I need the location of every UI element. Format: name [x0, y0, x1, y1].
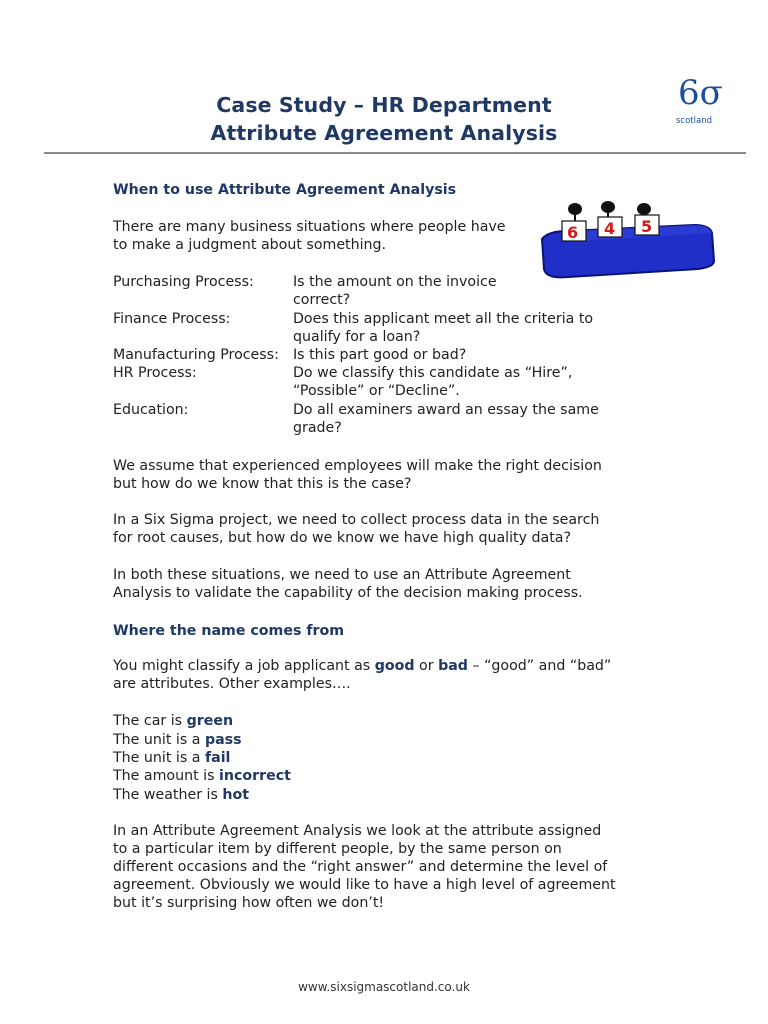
attribute-prefix: The unit is a — [113, 750, 205, 766]
attribute-value: green — [186, 713, 234, 729]
example-label: Purchasing Process: — [113, 274, 254, 290]
attribute-prefix: The car is — [113, 713, 187, 729]
six-sigma-scotland-logo — [660, 68, 724, 132]
score-card-text: 5 — [641, 217, 653, 236]
logo-symbol: 6σ — [678, 73, 723, 113]
closing-paragraph-line: but it’s surprising how often we don’t! — [113, 895, 385, 911]
example-value: “Possible” or “Decline”. — [293, 383, 460, 399]
text-run: You might classify a job applicant as — [113, 658, 375, 674]
logo-text: scotland — [676, 116, 712, 126]
paragraph-line — [113, 657, 611, 675]
attribute-example — [113, 749, 230, 767]
paragraph-line: Analysis to validate the capability of the decision making process. — [113, 585, 583, 601]
attribute-example — [113, 786, 249, 804]
section-heading-name-origin: Where the name comes from — [113, 623, 345, 639]
paragraph-line: We assume that experienced employees will make the right decision — [113, 458, 602, 474]
score-card-text: 6 — [567, 223, 579, 242]
page-title-line-2: Attribute Agreement Analysis — [210, 121, 558, 145]
attribute-prefix: The amount is — [113, 768, 219, 784]
intro-line-2: to make a judgment about something. — [113, 237, 387, 253]
intro-line-1: There are many business situations where people have — [113, 219, 506, 235]
paragraph-line: for root causes, but how do we know we have high quality data? — [113, 530, 572, 546]
attribute-value: pass — [204, 732, 242, 748]
page-title-line-1: Case Study – HR Department — [216, 93, 552, 117]
attribute-prefix: The weather is — [113, 787, 223, 803]
closing-paragraph-line: to a particular item by different people, by the same person on — [113, 841, 562, 857]
example-value: correct? — [293, 292, 351, 308]
paragraph-line: In both these situations, we need to use an Attribute Agreement — [113, 567, 571, 583]
attribute-bad: bad — [438, 658, 468, 674]
header-divider — [44, 152, 746, 154]
example-label: Education: — [113, 402, 189, 418]
example-value: qualify for a loan? — [293, 329, 421, 345]
closing-paragraph-line: In an Attribute Agreement Analysis we look at the attribute assigned — [113, 823, 602, 839]
example-value: Is this part good or bad? — [293, 347, 467, 363]
attribute-good: good — [374, 658, 415, 674]
footer-url: www.sixsigmascotland.co.uk — [298, 980, 470, 994]
judges-illustration — [538, 195, 718, 285]
example-value: Does this applicant meet all the criteria to — [293, 311, 594, 327]
paragraph-line: In a Six Sigma project, we need to collect process data in the search — [113, 512, 600, 528]
attribute-value: incorrect — [219, 768, 291, 784]
text-run: or — [414, 658, 439, 674]
paragraph-line: but how do we know that this is the case? — [113, 476, 412, 492]
score-card-text: 4 — [604, 219, 616, 238]
example-value: Is the amount on the invoice — [293, 274, 497, 290]
attribute-value: fail — [204, 750, 231, 766]
closing-paragraph-line: different occasions and the “right answer” and determine the level of — [113, 859, 608, 875]
example-value: grade? — [293, 420, 342, 436]
example-value: Do all examiners award an essay the same — [293, 402, 599, 418]
attribute-prefix: The unit is a — [113, 732, 205, 748]
example-value: Do we classify this candidate as “Hire”, — [293, 365, 573, 381]
attribute-example — [113, 767, 291, 785]
attribute-value: hot — [222, 787, 250, 803]
example-label: Finance Process: — [113, 311, 231, 327]
paragraph-line: are attributes. Other examples…. — [113, 676, 351, 692]
section-heading-when-to-use: When to use Attribute Agreement Analysis — [113, 182, 457, 198]
closing-paragraph-line: agreement. Obviously we would like to have a high level of agreement — [113, 877, 616, 893]
text-run: – “good” and “bad” — [467, 658, 612, 674]
attribute-example — [113, 731, 242, 749]
example-label: Manufacturing Process: — [113, 347, 279, 363]
example-label: HR Process: — [113, 365, 197, 381]
attribute-example — [113, 712, 233, 730]
